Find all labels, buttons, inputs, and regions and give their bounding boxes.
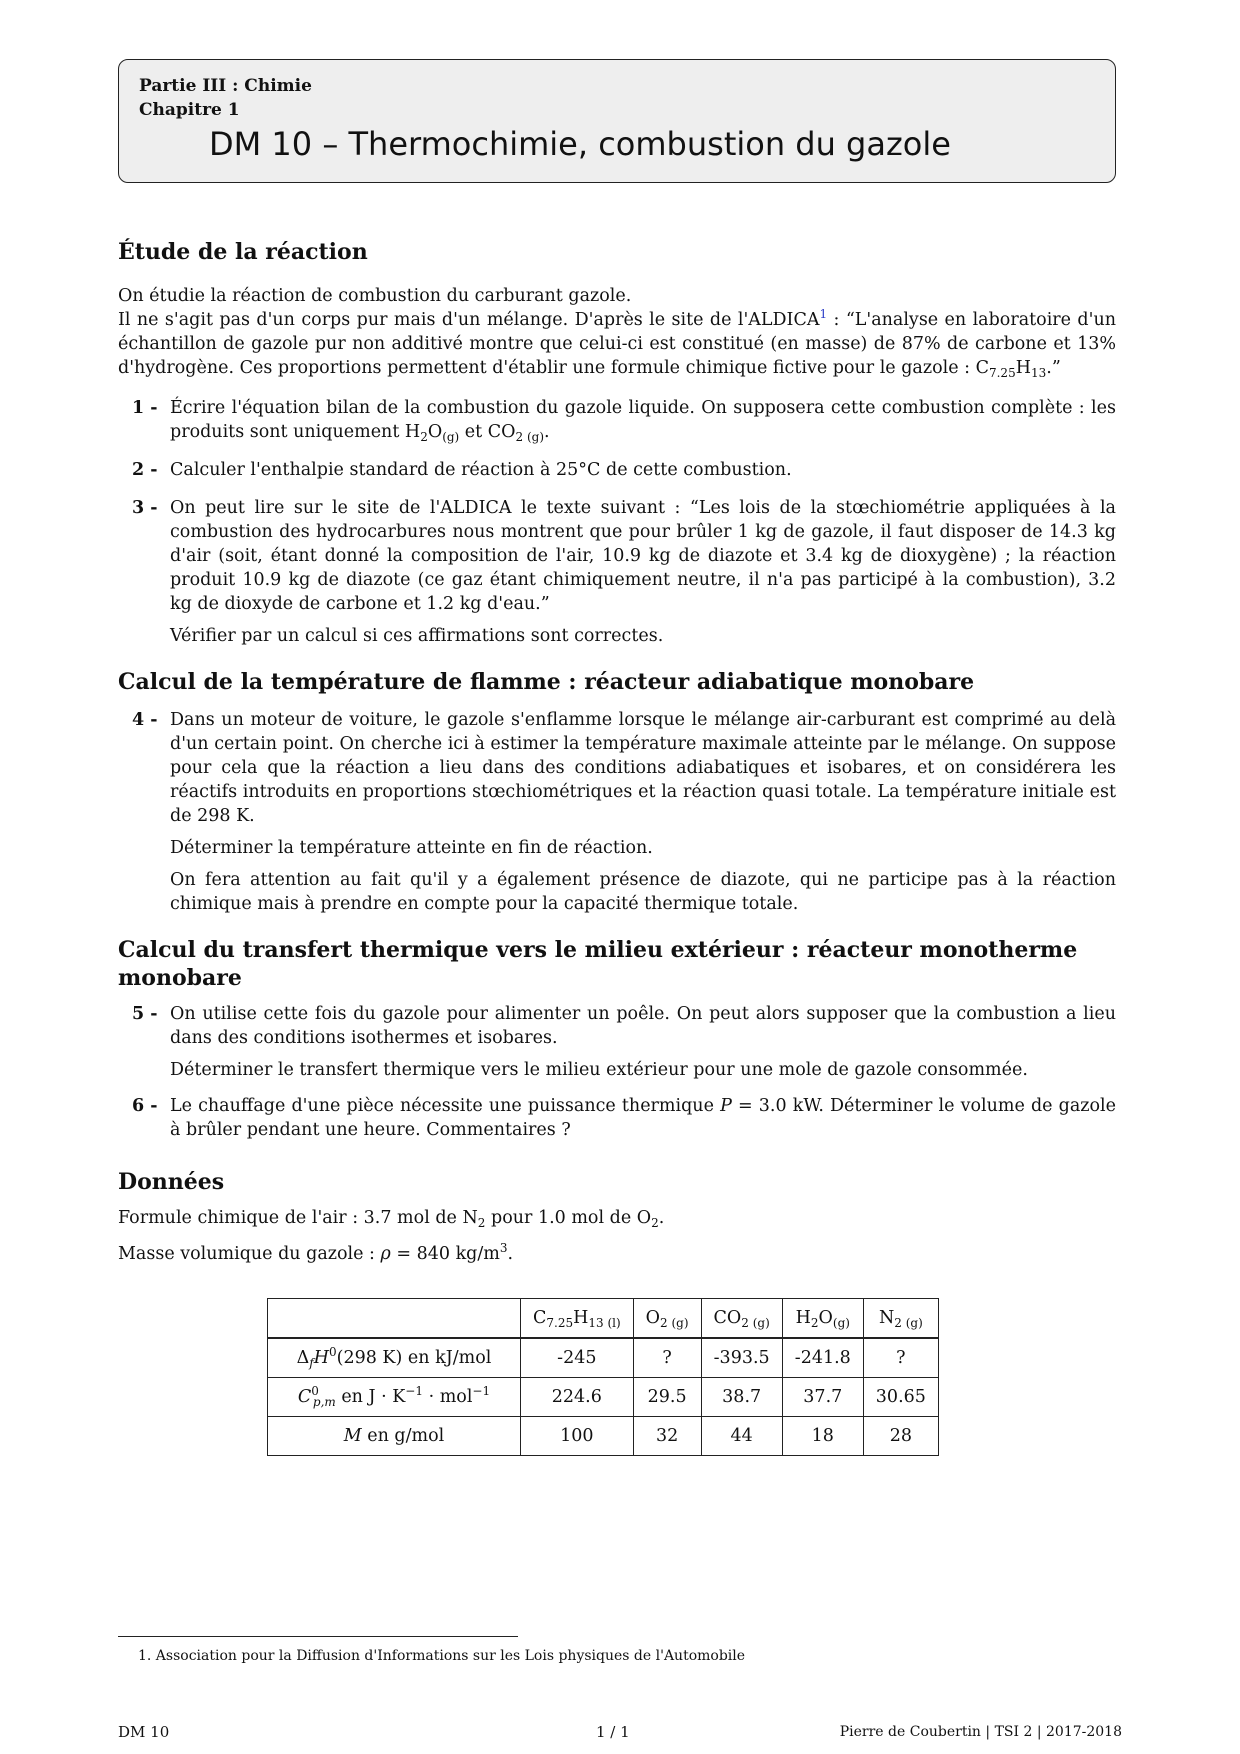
column-o2: $O_{2 (g)}$ (633, 1299, 701, 1339)
table-cell: -393.5 (701, 1338, 782, 1378)
table-cell: ? (863, 1338, 938, 1378)
table-cell: 100 (521, 1417, 634, 1456)
row-label-heat-capacity: $C^0_{p,m}$ en $J \cdot K^{-1} \cdot mol^{-1}$ (268, 1378, 521, 1417)
question-number: 1 - (132, 398, 158, 418)
footnote: 1. Association pour la Diffusion d'Informations sur les Lois physiques de l'Automobile (138, 1648, 746, 1664)
footnote-divider (118, 1636, 518, 1637)
footer-author: Pierre de Coubertin | TSI 2 | 2017-2018 (839, 1724, 1122, 1740)
air-formula: Formule chimique de l'air : 3.7 mol de $N_2$ pour 1.0 mol de $O_2$. (118, 1208, 665, 1230)
table-cell: 38.7 (701, 1378, 782, 1417)
footer-page-number: 1 / 1 (596, 1723, 630, 1741)
diesel-density: Masse volumique du gazole : ρ = 840 $kg/m^3$. (118, 1241, 514, 1264)
question-6: 6 - Le chauffage d'une pièce nécessite une puissance thermique P = 3.0 kW. Déterminer le volume de gazole à brûler pendant une heure. Commentaires ? (132, 1096, 1116, 1140)
section-heading-flame: Calcul de la température de flamme : réacteur adiabatique monobare (118, 669, 975, 695)
document-body (118, 238, 1116, 1456)
column-gazole: $C_{7.25}H_{13 (l)}$ (521, 1299, 634, 1339)
header-box (118, 59, 1116, 183)
question-3-check: Vérifier par un calcul si ces affirmations sont correctes. (170, 626, 664, 646)
question-4: 4 - Dans un moteur de voiture, le gazole s'enflamme lorsque le mélange air-carburant est comprimé au delà d'un certain point. On cherche ici à estimer la température maximale atteinte par le mélange. On suppose pour cela que la réaction a lieu dans des conditions adiabatiques et isobares, et on considérera les réactifs introduits en proportions stœchiométriques et la réaction quasi totale. La température initiale est de 298 K. (132, 710, 1116, 826)
section-heading-reaction: Étude de la réaction (118, 239, 368, 265)
table-cell: 44 (701, 1417, 782, 1456)
table-cell: 28 (863, 1417, 938, 1456)
footnote-ref-link[interactable]: 1 (819, 307, 828, 321)
table-cell: 37.7 (782, 1378, 863, 1417)
part-label: Partie III : Chimie (139, 76, 312, 96)
question-number: 6 - (132, 1096, 158, 1116)
question-5-task: Déterminer le transfert thermique vers le milieu extérieur pour une mole de gazole consommée. (170, 1060, 1028, 1080)
question-2: 2 - Calculer l'enthalpie standard de réaction à 25°C de cette combustion. (132, 460, 792, 480)
table-cell: -245 (521, 1338, 634, 1378)
table-header-row (268, 1299, 939, 1339)
question-number: 4 - (132, 710, 158, 730)
table-cell: 30.65 (863, 1378, 938, 1417)
intro-paragraph: Il ne s'agit pas d'un corps pur mais d'un mélange. D'après le site de l'ALDICA$^1$ : “L'analyse en laboratoire d'un échantillon de gazole pur non additivé montre que celui-ci est constitué (en masse) de 87% de carbone et 13% d'hydrogène. Ces proportions permettent d'établir une formule chimique fictive pour le gazole : $C_{7.25}H_{13}$.” (118, 307, 1116, 380)
table-row-molar-mass (268, 1417, 939, 1456)
question-4-task: Déterminer la température atteinte en fin de réaction. (170, 838, 653, 858)
intro-line: On étudie la réaction de combustion du carburant gazole. (118, 286, 632, 306)
table-cell: 224.6 (521, 1378, 634, 1417)
question-1: 1 - Écrire l'équation bilan de la combustion du gazole liquide. On supposera cette combustion complète : les produits sont uniquement $H_2O_{(g)}$ et $CO_{2 (g)}$. (132, 398, 1116, 444)
question-number: 3 - (132, 498, 158, 518)
question-4-note: On fera attention au fait qu'il y a également présence de diazote, qui ne participe pas à la réaction chimique mais à prendre en compte pour la capacité thermique totale. (170, 870, 1116, 914)
data-table (267, 1298, 939, 1456)
question-3: 3 - On peut lire sur le site de l'ALDICA le texte suivant : “Les lois de la stœchiométrie appliquées à la combustion des hydrocarbures nous montrent que pour brûler 1 kg de gazole, il faut disposer de 14.3 kg d'air (soit, étant donné la composition de l'air, 10.9 kg de diazote et 3.4 kg de dioxygène) ; la réaction produit 10.9 kg de diazote (ce gaz étant chimiquement neutre, il n'a pas participé à la combustion), 3.2 kg de dioxyde de carbone et 1.2 kg d'eau.” (132, 498, 1116, 614)
question-5: 5 - On utilise cette fois du gazole pour alimenter un poêle. On peut alors supposer que la combustion a lieu dans des conditions isothermes et isobares. (132, 1004, 1116, 1048)
table-row-enthalpy (268, 1338, 939, 1378)
section-heading-transfer: Calcul du transfert thermique vers le milieu extérieur : réacteur monotherme monobare (118, 937, 1078, 991)
table-cell: ? (633, 1338, 701, 1378)
column-n2: $N_{2 (g)}$ (863, 1299, 938, 1339)
document-title: DM 10 – Thermochimie, combustion du gazole (209, 125, 951, 163)
row-label-molar-mass: M en g/mol (268, 1417, 521, 1456)
section-heading-data: Données (118, 1169, 225, 1195)
row-label-enthalpy: $\Delta_fH^0(298$ K) en kJ/mol (268, 1338, 521, 1378)
table-cell: 29.5 (633, 1378, 701, 1417)
column-h2o: $H_2O_{(g)}$ (782, 1299, 863, 1339)
table-cell: 18 (782, 1417, 863, 1456)
column-co2: $CO_{2 (g)}$ (701, 1299, 782, 1339)
table-row-heat-capacity (268, 1378, 939, 1417)
table-corner (268, 1299, 521, 1339)
question-number: 2 - (132, 460, 158, 480)
chapter-label: Chapitre 1 (139, 100, 240, 120)
footer-doc-id: DM 10 (118, 1723, 170, 1741)
question-number: 5 - (132, 1004, 158, 1024)
table-cell: 32 (633, 1417, 701, 1456)
table-cell: -241.8 (782, 1338, 863, 1378)
